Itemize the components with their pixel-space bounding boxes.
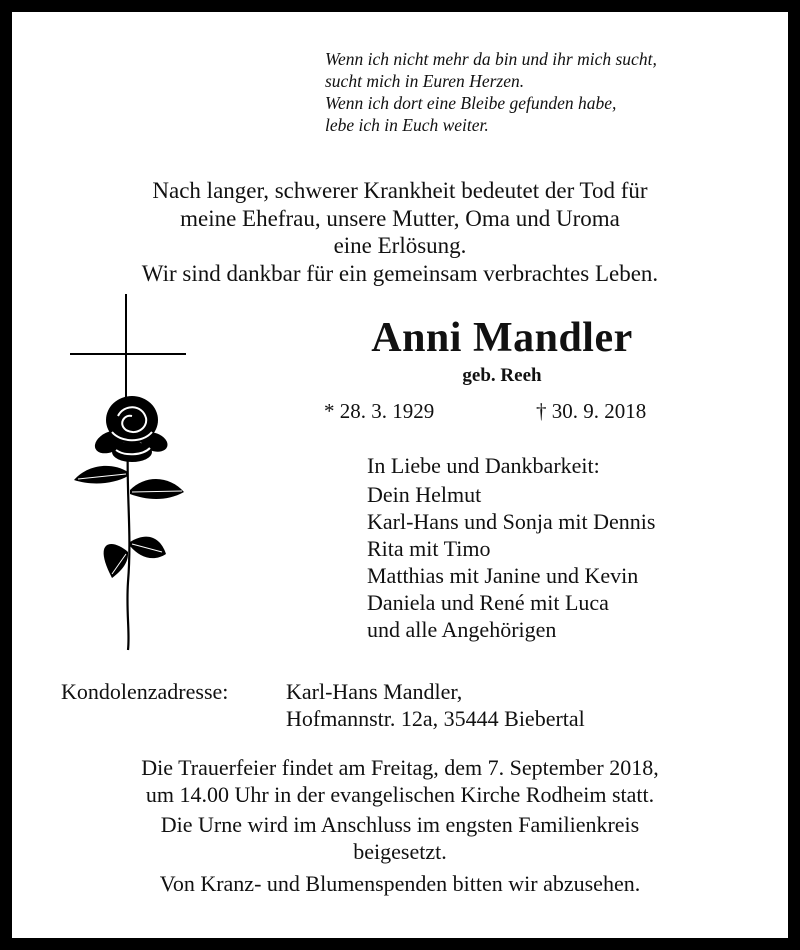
poem-line: lebe ich in Euch weiter. — [325, 115, 489, 135]
poem-line: Wenn ich dort eine Bleibe gefunden habe, — [325, 93, 617, 113]
condolence-address — [286, 678, 585, 732]
condolence-label: Kondolenzadresse: — [61, 679, 229, 704]
birth-date: * 28. 3. 1929 — [324, 399, 435, 423]
intro-text — [12, 177, 788, 287]
service-line: um 14.00 Uhr in der evangelischen Kirche Rodheim statt. — [145, 781, 655, 807]
maiden-name: geb. Reeh — [462, 365, 542, 386]
mourner-name: und alle Angehörigen — [367, 617, 557, 642]
condolence-street: Hofmannstr. 12a, 35444 Biebertal — [286, 706, 585, 731]
poem-line: sucht mich in Euren Herzen. — [325, 71, 525, 91]
service-info — [12, 755, 788, 898]
poem — [325, 48, 765, 136]
poem-line: Wenn ich nicht mehr da bin und ihr mich sucht, — [325, 49, 657, 69]
service-line: Die Trauerfeier findet am Freitag, dem 7. September 2018, — [141, 755, 659, 780]
mourners-list — [367, 452, 777, 643]
mourner-name: Matthias mit Janine und Kevin — [367, 563, 639, 588]
intro-line: Wir sind dankbar für ein gemeinsam verbrachtes Leben. — [141, 260, 659, 286]
intro-line: meine Ehefrau, unsere Mutter, Oma und Uroma — [180, 205, 620, 231]
service-line: Von Kranz- und Blumenspenden bitten wir abzusehen. — [159, 871, 641, 896]
intro-line: Nach langer, schwerer Krankheit bedeutet der Tod für — [152, 178, 648, 203]
mourner-name: Dein Helmut — [367, 482, 482, 507]
service-line: Die Urne wird im Anschluss im engsten Familienkreis — [160, 812, 640, 837]
obituary-notice — [12, 12, 788, 938]
cross-rose-icon — [62, 292, 202, 652]
condolence-name: Karl-Hans Mandler, — [286, 679, 463, 704]
death-date: † 30. 9. 2018 — [536, 399, 647, 423]
deceased-name: Anni Mandler — [371, 315, 633, 361]
intro-line: eine Erlösung. — [333, 233, 467, 258]
service-line: beigesetzt. — [353, 838, 447, 864]
mourners-heading: In Liebe und Dankbarkeit: — [367, 453, 600, 478]
mourner-name: Karl-Hans und Sonja mit Dennis — [367, 509, 656, 534]
mourner-name: Daniela und René mit Luca — [367, 590, 609, 615]
mourner-name: Rita mit Timo — [367, 536, 491, 561]
